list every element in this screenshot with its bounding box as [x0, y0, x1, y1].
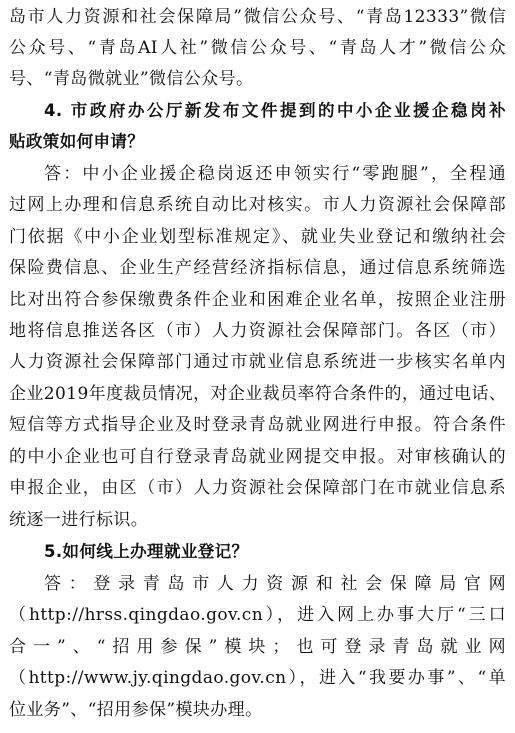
answer-text-line: 的中小企业也可自行登录青岛就业网提交申报。对审核确认的 [9, 447, 506, 467]
answer-text-line: （http://hrss.qingdao.gov.cn），进入网上办事大厅“三口 [9, 605, 506, 625]
answer-text-line: 地将信息推送各区（市）人力资源社会保障部门。各区（市） [9, 321, 506, 341]
answer-text-line: 答：登录青岛市人力资源和社会保障局官网 [44, 574, 506, 594]
answer-text-line: 合一”、“招用参保”模块；也可登录青岛就业网 [9, 637, 506, 657]
answer-text-line: （http://www.jy.qingdao.gov.cn），进入“我要办事”、“单 [9, 668, 506, 688]
answer-text-line: 短信等方式指导企业及时登录青岛就业网进行申报。符合条件 [9, 415, 506, 435]
question-heading: 4. 市政府办公厅新发布文件提到的中小企业援企稳岗补 [44, 101, 506, 120]
answer-text-line: 比对出符合参保缴费条件企业和困难企业名单，按照企业注册 [9, 290, 506, 310]
answer-text-line: 答：中小企业援企稳岗返还申领实行“零跑腿”，全程通 [44, 164, 506, 184]
question-heading: 5.如何线上办理就业登记？ [44, 542, 249, 561]
answer-text-line: 位业务”、“招用参保”模块办理。 [9, 700, 263, 720]
answer-text-line: 门依据《中小企业划型标准规定》、就业失业登记和缴纳社会 [9, 227, 506, 247]
answer-text-line: 人力资源社会保障部门通过市就业信息系统进一步核实名单内 [9, 352, 506, 372]
answer-text-line: 过网上办理和信息系统自动比对核实。市人力资源社会保障部 [9, 195, 506, 215]
answer-text-line: 统逐一进行标识。 [9, 510, 149, 530]
answer-text-line: 企业2019年度裁员情况，对企业裁员率符合条件的，通过电话、 [9, 384, 506, 404]
question-heading: 贴政策如何申请？ [9, 132, 145, 151]
text-line: 号、“青岛微就业”微信公众号。 [9, 69, 254, 89]
answer-text-line: 保险费信息、企业生产经营经济指标信息，通过信息系统筛选 [9, 258, 506, 278]
answer-text-line: 申报企业，由区（市）人力资源社会保障部门在市就业信息系 [9, 478, 506, 498]
text-line: 公众号、“青岛AI人社”微信公众号、“青岛人才”微信公众 [9, 38, 506, 58]
text-line: 岛市人力资源和社会保障局”微信公众号、“青岛12333”微信 [9, 7, 506, 27]
